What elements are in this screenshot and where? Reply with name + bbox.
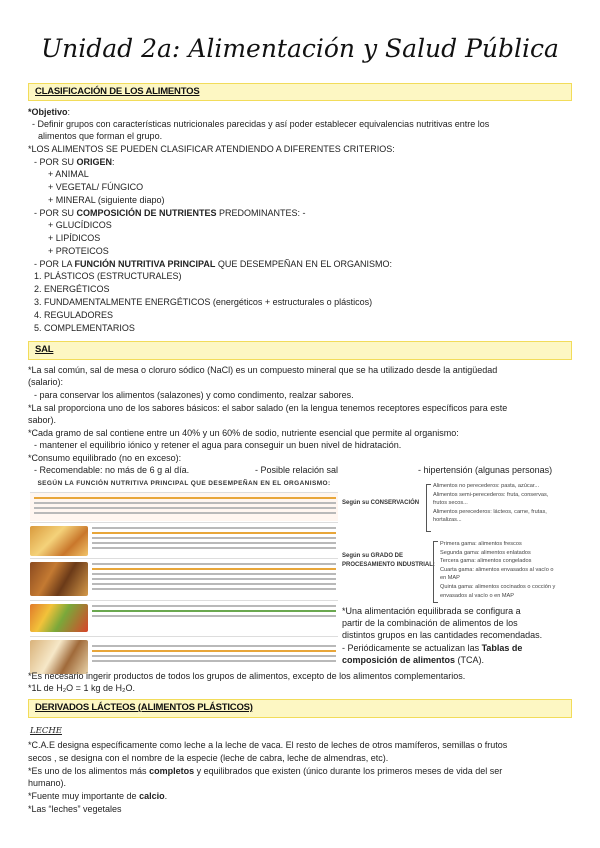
funcion-heading xyxy=(34,258,392,270)
func-pre: - POR LA xyxy=(34,259,75,269)
procesamiento-label-2: PROCESAMIENTO INDUSTRIAL: xyxy=(342,562,435,568)
list-item: en MAP xyxy=(440,575,460,582)
l3-pre: *Es uno de los alimentos más xyxy=(28,766,150,776)
sal-p1: *La sal común, sal de mesa o cloruro sódico (NaCl) es un compuesto mineral que se ha utilizado desde la antigüedad xyxy=(28,365,498,375)
l3-bold: completos xyxy=(149,766,195,776)
list-item: hortalizas... xyxy=(433,517,462,524)
list-item: frutos secos... xyxy=(433,500,468,507)
figure-row-reguladores xyxy=(30,600,338,635)
leche-l3 xyxy=(28,765,502,777)
sal-p4: *Consumo equilibrado (no en exceso): xyxy=(28,453,182,463)
leche-l2: secos , se designa con el nombre de la especie (leche de cabra, leche de almendras, etc). xyxy=(28,753,389,763)
objetivo-text-1: - Definir grupos con características nutricionales parecidas y así poder establecer equivalencias nutritivas entre los xyxy=(32,119,490,129)
sal-p3: *Cada gramo de sal contiene entre un 40% y un 60% de sodio, nutriente esencial que permite al organismo: xyxy=(28,428,459,438)
sal-p2b: sabor). xyxy=(28,415,57,425)
list-item: Segunda gama: alimentos enlatados xyxy=(440,549,531,556)
list-item: 4. REGULADORES xyxy=(34,310,114,320)
objetivo-line xyxy=(28,106,70,118)
list-item: + GLUCÍDICOS xyxy=(48,220,112,230)
comp-post: PREDOMINANTES: - xyxy=(216,208,306,218)
section-header-clasificacion xyxy=(28,83,572,101)
sal-n1: *Es necesario ingerir productos de todos los grupos de alimentos, excepto de los alimentos complementarios. xyxy=(28,671,466,681)
equilibrada-2: partir de la combinación de alimentos de los xyxy=(342,618,518,628)
section-header-sal xyxy=(28,341,572,360)
tca-post: (TCA). xyxy=(455,655,485,665)
sal-n2: *1L de H₂O = 1 kg de H₂O. xyxy=(28,683,135,693)
l3-post: y equilibrados que existen (único durante los primeros meses de vida del ser xyxy=(194,766,503,776)
criterios-text: *LOS ALIMENTOS SE PUEDEN CLASIFICAR ATENDIENDO A DIFERENTES CRITERIOS: xyxy=(28,144,395,154)
figure-title: SEGÚN LA FUNCIÓN NUTRITIVA PRINCIPAL QUE DESEMPEÑAN EN EL ORGANISMO: xyxy=(37,480,331,487)
figure-row-plasticos xyxy=(30,492,338,521)
conservacion-list xyxy=(433,482,548,525)
food-photo xyxy=(30,604,88,632)
figure-row-fund-energeticos xyxy=(30,558,338,599)
tca-line-1 xyxy=(342,642,522,654)
list-item: + LIPÍDICOS xyxy=(48,233,101,243)
procesamiento-list xyxy=(440,540,555,600)
list-item: envasados al vacío o en MAP xyxy=(440,592,515,599)
objetivo-colon: : xyxy=(67,107,71,117)
list-item: Cuarta gama: alimentos envasados al vacío o xyxy=(440,566,554,573)
conservacion-brace xyxy=(426,484,431,532)
sal-p1c: - para conservar los alimentos (salazones) y como condimento, realzar sabores. xyxy=(34,390,354,400)
l5-post: . xyxy=(164,791,168,801)
leche-l1: *C.A.E designa específicamente como leche a la leche de vaca. El resto de leches de otros mamíferos, semillas o frutos xyxy=(28,740,508,750)
section-title: DERIVADOS LÁCTEOS (ALIMENTOS PLÁSTICOS) xyxy=(35,702,253,713)
conservacion-label: Según su CONSERVACIÓN xyxy=(342,500,420,506)
tca-pre: - Periódicamente se actualizan las xyxy=(342,643,482,653)
section-title: CLASIFICACIÓN DE LOS ALIMENTOS xyxy=(35,86,200,97)
equilibrada-1: *Una alimentación equilibrada se configura a xyxy=(342,606,521,616)
leche-subheading: LECHE xyxy=(30,726,62,736)
list-item: 1. PLÁSTICOS (ESTRUCTURALES) xyxy=(34,271,182,281)
section-header-lacteos xyxy=(28,699,572,718)
tca-bold-1: Tablas de xyxy=(481,643,523,653)
sal-p4b: - Posible relación sal xyxy=(255,465,339,475)
list-item: Alimentos no perecederos: pasta, azúcar... xyxy=(433,483,540,489)
sal-p3b: - mantener el equilibrio iónico y retener el agua para conseguir un buen nivel de hidratación. xyxy=(34,440,402,450)
list-item: + MINERAL (siguiente diapo) xyxy=(48,195,165,205)
list-item: Alimentos semi-perecederos: fruta, conservas, xyxy=(433,491,549,498)
composicion-heading xyxy=(34,207,306,219)
page-title: Unidad 2a: Alimentación y Salud Pública xyxy=(41,34,559,63)
origen-heading xyxy=(34,156,115,168)
procesamiento-label-1: Según su GRADO DE xyxy=(342,553,404,559)
section-title: SAL xyxy=(35,344,54,355)
equilibrada-3: distintos grupos en las cantidades recomendadas. xyxy=(342,630,543,640)
comp-pre: - POR SU xyxy=(34,208,77,218)
objetivo-text-2: alimentos que forman el grupo. xyxy=(38,131,163,141)
leche-l6: *Las “leches” vegetales xyxy=(28,804,122,814)
funcion-nutritiva-figure xyxy=(30,480,338,676)
comp-bold: COMPOSICIÓN DE NUTRIENTES xyxy=(76,208,217,218)
list-item: 2. ENERGÉTICOS xyxy=(34,284,110,294)
tca-bold-2: composición de alimentos xyxy=(342,655,456,665)
figure-row-energeticos xyxy=(30,522,338,557)
func-post: QUE DESEMPEÑAN EN EL ORGANISMO: xyxy=(215,259,393,269)
objetivo-label: *Objetivo xyxy=(28,107,68,117)
food-photo xyxy=(30,526,88,556)
sal-p4c: - hipertensión (algunas personas) xyxy=(418,465,553,475)
origen-bold: ORIGEN xyxy=(76,157,113,167)
list-item: Primera gama: alimentos frescos xyxy=(440,541,522,547)
func-bold: FUNCIÓN NUTRITIVA PRINCIPAL xyxy=(74,259,216,269)
list-item: 5. COMPLEMENTARIOS xyxy=(34,323,135,333)
list-item: Tercera gama: alimentos congelados xyxy=(440,558,532,565)
leche-l5 xyxy=(28,790,167,802)
list-item: + VEGETAL/ FÚNGICO xyxy=(48,182,144,192)
l5-bold: calcio xyxy=(139,791,165,801)
leche-l4: humano). xyxy=(28,778,67,788)
food-photo xyxy=(30,640,88,674)
food-photo xyxy=(30,562,88,596)
l5-pre: *Fuente muy importante de xyxy=(28,791,140,801)
origen-post: : xyxy=(112,157,115,167)
list-item: 3. FUNDAMENTALMENTE ENERGÉTICOS (energéticos + estructurales o plásticos) xyxy=(34,297,373,307)
list-item: Alimentos perecederos: lácteos, carne, frutas, xyxy=(433,508,547,515)
sal-p4a: - Recomendable: no más de 6 g al día. xyxy=(34,465,190,475)
list-item: Quinta gama: alimentos cocinados o cocción y xyxy=(440,583,556,590)
procesamiento-brace xyxy=(433,541,438,603)
sal-p2: *La sal proporciona uno de los sabores básicos: el sabor salado (en la lengua tenemos receptores específicos para este xyxy=(28,403,508,413)
list-item: + PROTEICOS xyxy=(48,246,109,256)
sal-p1b: (salario): xyxy=(28,377,64,387)
list-item: + ANIMAL xyxy=(48,169,89,179)
origen-pre: - POR SU xyxy=(34,157,77,167)
tca-line-2 xyxy=(342,654,484,666)
